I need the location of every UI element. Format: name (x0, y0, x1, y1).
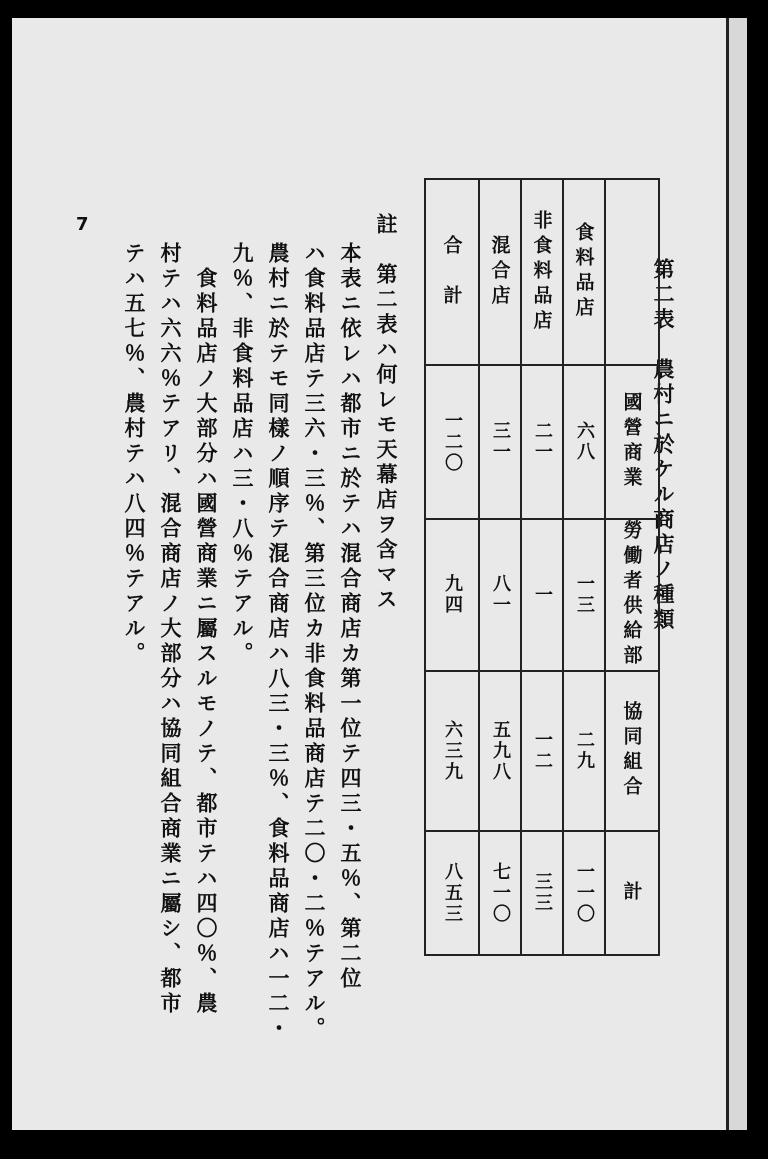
table-cell (563, 365, 605, 519)
row-header-total: 計 (620, 880, 643, 906)
table-cell (425, 671, 479, 831)
note-line: 本表ニ依レハ都市ニ於テハ混合商店カ第一位テ四三・五％、第二位 (338, 242, 363, 992)
note-line: 農村ニ於テモ同樣ノ順序テ混合商店ハ八三・三％、食料品商店ハ一二・ (266, 242, 291, 1042)
cell-total-coop: 六三九 (442, 719, 463, 783)
table-cell (521, 671, 563, 831)
header-corner (605, 179, 659, 365)
row-header-cell (605, 831, 659, 955)
table-cell (479, 671, 521, 831)
table-title: 第二表 農村ニ於ケル商店ノ種類 (651, 258, 676, 633)
cell-nonfood-total: 三三 (532, 872, 553, 914)
shop-type-table (424, 178, 660, 956)
header-food-label: 食料品店 (572, 222, 595, 322)
cell-mixed-coop: 五九八 (490, 719, 511, 783)
table-row (425, 365, 659, 519)
header-total-label: 合 計 (440, 234, 463, 310)
table-row (425, 671, 659, 831)
cell-food-state: 六八 (574, 421, 595, 463)
table-cell (563, 831, 605, 955)
table-row (425, 519, 659, 671)
header-col-mixed (479, 179, 521, 365)
cell-mixed-worker: 八一 (490, 574, 511, 616)
table-row (425, 831, 659, 955)
row-header-cell (605, 365, 659, 519)
table-cell (563, 519, 605, 671)
header-mixed-label: 混合店 (488, 234, 511, 310)
cell-food-coop: 二九 (574, 730, 595, 772)
cell-nonfood-state: 二一 (532, 421, 553, 463)
cell-mixed-state: 三一 (490, 421, 511, 463)
note-line: テハ五七％、農村テハ八四％テアル。 (122, 242, 147, 667)
cell-nonfood-coop: 一二 (532, 730, 553, 772)
row-header-cell (605, 519, 659, 671)
row-header-state: 國營商業 (620, 392, 643, 492)
table-cell (521, 519, 563, 671)
cell-total-total: 八五三 (442, 861, 463, 925)
cell-total-state: 一二〇 (442, 410, 463, 474)
page-edge (726, 18, 747, 1130)
cell-mixed-total: 七一〇 (490, 861, 511, 925)
table-cell (479, 831, 521, 955)
note-line: ハ食料品店テ三六・三％、第三位カ非食料品商店テ二〇・二％テアル。 (302, 242, 327, 1042)
row-header-worker: 勞働者供給部 (620, 520, 643, 670)
table-cell (425, 519, 479, 671)
table-cell (563, 671, 605, 831)
note-line: 註 第二表ハ何レモ天幕店ヲ含マス (374, 213, 399, 613)
table-cell (479, 365, 521, 519)
cell-total-worker: 九四 (442, 574, 463, 616)
row-header-cell (605, 671, 659, 831)
cell-food-worker: 一三 (574, 574, 595, 616)
header-col-total (425, 179, 479, 365)
note-line: 村テハ六六％テアリ、混合商店ノ大部分ハ協同組合商業ニ屬シ、都市 (158, 242, 183, 1017)
header-nonfood-label: 非食料品店 (530, 209, 553, 335)
cell-food-total: 一一〇 (574, 861, 595, 925)
header-col-nonfood (521, 179, 563, 365)
page-number: 7 (76, 214, 89, 235)
note-line: 九％、非食料品店ハ三・八％テアル。 (230, 242, 255, 667)
table-cell (425, 365, 479, 519)
cell-nonfood-worker: 一 (532, 584, 553, 606)
table-cell (479, 519, 521, 671)
table-cell (425, 831, 479, 955)
header-col-food (563, 179, 605, 365)
table-cell (521, 365, 563, 519)
table-cell (521, 831, 563, 955)
note-line: 食料品店ノ大部分ハ國營商業ニ屬スルモノテ、都市テハ四〇％、農 (194, 242, 219, 1017)
row-header-coop: 協同組合 (620, 701, 643, 801)
